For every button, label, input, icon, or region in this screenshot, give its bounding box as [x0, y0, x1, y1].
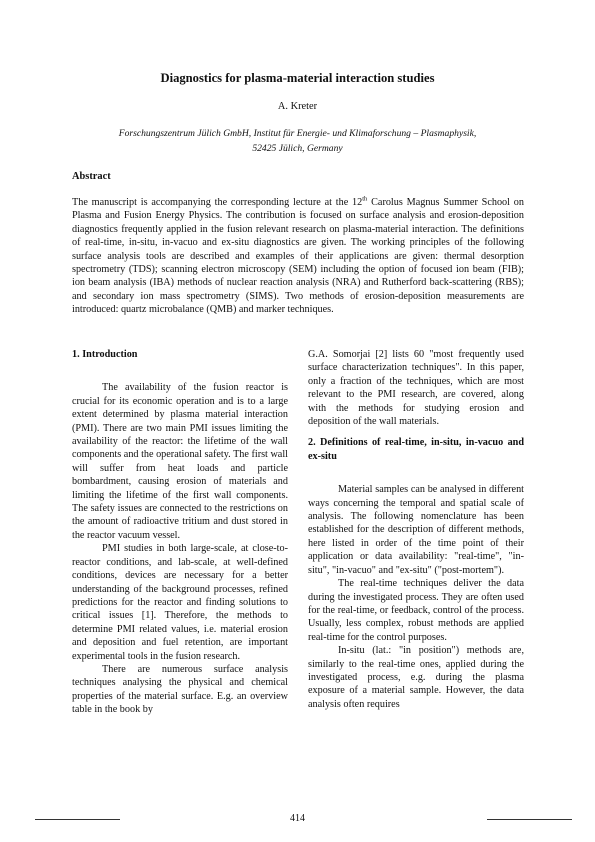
abstract-text-rest: Carolus Magnus Summer School on Plasma and Fusion Energy Physics. The contribution is focused on surface analysis and erosion-deposition diagnostics frequently applied in the fusion relevant research on plasma-material interaction. The definitions of real-time, in-situ, in-vacuo and ex-situ diagnostics are given. The working principles of the following surface analysis tools are described and examples of their applications are given: thermal desorption spectrometry (TDS); scanning electron microscopy (SEM) including the option of focused ion beam (FIB); ion beam analysis (IBA) methods of nuclear reaction analysis (NRA) and Rutherford back-scattering (RBS); and secondary ion mass spectrometry (SIMS). Two methods of erosion-deposition measurements are introduced: quartz microbalance (QMB) and marker techniques.	[72, 197, 524, 316]
section-1-heading: 1. Introduction	[72, 349, 138, 360]
author-name: A. Kreter	[277, 101, 318, 112]
intro-paragraph-1: The availability of the fusion reactor is crucial for its economic operation and is to a large extent determined by plasma material interaction (PMI). There are two main PMI issues limiting the availability of the reactor: the lifetime of the wall components and the operational safety. The first wall will suffer from heat loads and particle bombardment, causing erosion of materials and limiting the lifetime of the first wall components. The safety issues are connected to the restrictions on the amount of radioactive tritium and dust stored in the reactor vacuum vessel.	[72, 382, 288, 541]
page-number: 414	[290, 813, 305, 824]
definitions-paragraph-3: In-situ (lat.: "in position") methods are, similarly to the real-time ones, applied during the investigated process, e.g. during the plasma exposure of a material sample. However, the data analysis often requires	[308, 645, 524, 710]
abstract-text	[72, 196, 524, 317]
abstract-text-start: The manuscript is accompanying the corresponding lecture at the 12	[72, 197, 363, 208]
right-column	[308, 348, 524, 711]
paper-title: Diagnostics for plasma-material interaction studies	[160, 71, 435, 85]
definitions-paragraph-2: The real-time techniques deliver the data during the investigated process. They are often used for the real-time, or feedback, control of the process. Usually, less complex, robust methods are applied real-time for the control purposes.	[308, 578, 524, 643]
abstract-superscript: th	[362, 195, 368, 203]
intro-paragraph-3-continued: G.A. Somorjai [2] lists 60 "most frequently used surface characterization techniques". In this paper, only a fraction of the techniques, which are most relevant to the PMI research, are covered, along with the methods for studying erosion and deposition of the wall materials.	[308, 349, 524, 428]
left-column	[72, 348, 288, 717]
intro-paragraph-2: PMI studies in both large-scale, at close-to-reactor conditions, and lab-scale, at well-defined conditions, devices are necessary for a better understanding of the background processes, refined predictions for the reactor and finding solutions to critical issues [1]. Therefore, the methods to determine PMI related values, i.e. material erosion and deposition and fuel retention, are important experimental tools in the fusion research.	[72, 543, 288, 662]
affiliation-line-1: Forschungszentrum Jülich GmbH, Institut für Energie- und Klimaforschung – Plasmaphysik,	[118, 128, 477, 139]
affiliation-line-2: 52425 Jülich, Germany	[252, 142, 343, 154]
footer-rule-right	[487, 819, 572, 820]
affiliation	[60, 127, 535, 156]
abstract-heading: Abstract	[72, 171, 111, 182]
section-2-heading: 2. Definitions of real-time, in-situ, in-vacuo and ex-situ	[308, 437, 524, 462]
intro-paragraph-3: There are numerous surface analysis techniques analysing the physical and chemical properties of the material surface. E.g. an overview table in the book by	[72, 663, 288, 716]
definitions-paragraph-1: Material samples can be analysed in different ways concerning the temporal and spatial scale of analysis. The following nomenclature has been established for the description of different methods, here listed in order of the time point of their application or data availability: "real-time", "in-situ", "in-vacuo" and "ex-situ" ("post-mortem").	[308, 484, 524, 576]
